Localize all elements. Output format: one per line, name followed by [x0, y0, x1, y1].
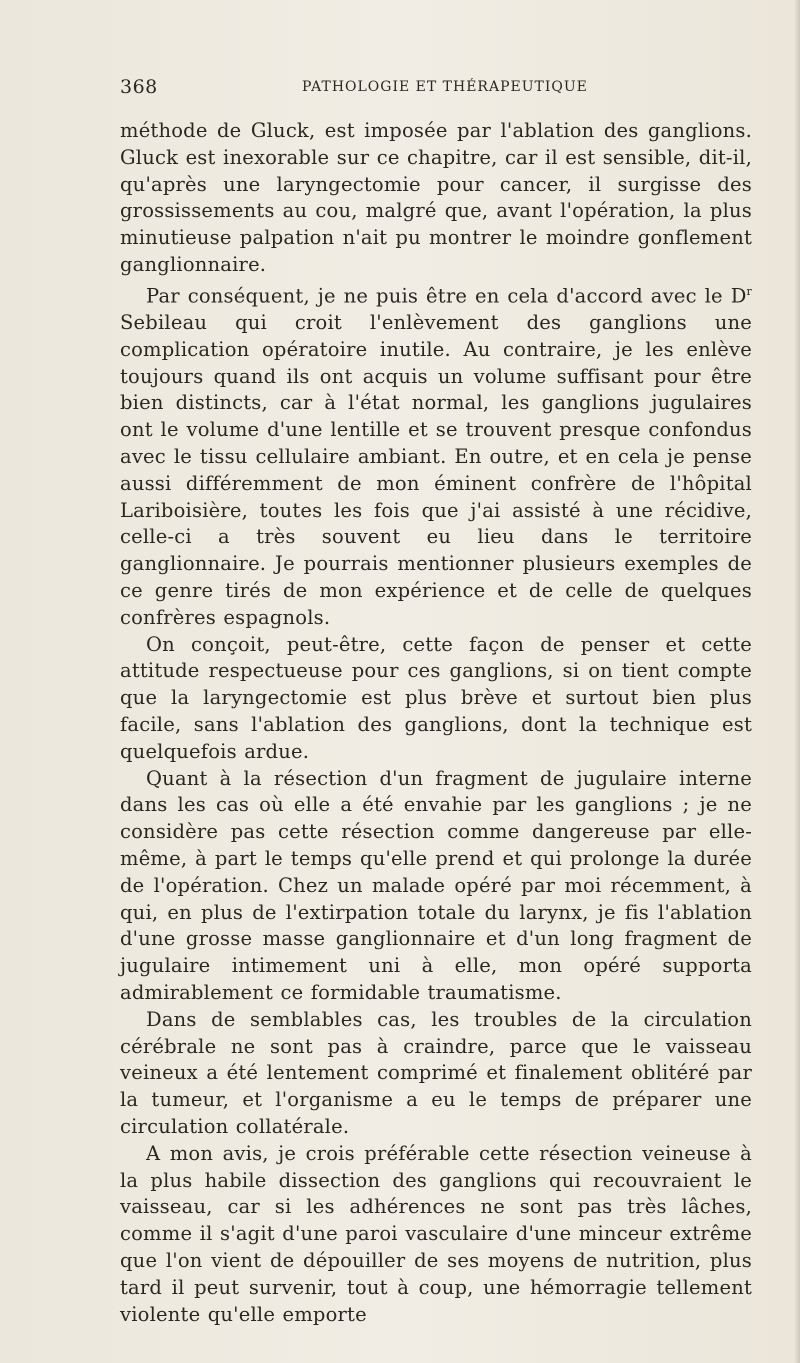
body-text [120, 118, 752, 1328]
page-header [120, 76, 750, 106]
paragraph-lead: Par conséquent, je ne puis être en cela d'accord avec le D [146, 284, 747, 308]
paragraph [120, 279, 752, 632]
paragraph: A mon avis, je crois préférable cette résection veineuse à la plus habile dissection des ganglions qui recouvraient le vaisseau, car si les adhérences ne sont pas très lâches, comme il s'agit d'une paroi vasculaire d'une minceur extrême que l'on vient de dépouiller de ses moyens de nutrition, plus tard il peut survenir, tout à coup, une hémorragie tellement violente qu'elle emporte [120, 1141, 752, 1326]
superscript: r [746, 284, 752, 298]
running-title: PATHOLOGIE ET THÉRAPEUTIQUE [302, 79, 588, 95]
paragraph: On conçoit, peut-être, cette façon de penser et cette attitude respectueuse pour ces ganglions, si on tient compte que la laryngectomie est plus brève et surtout bien plus facile, sans l'ablation des ganglions, dont la technique est quelquefois ardue. [120, 632, 752, 763]
paragraph: méthode de Gluck, est imposée par l'ablation des ganglions. Gluck est inexorable sur ce chapitre, car il est sensible, dit-il, qu'après une laryngectomie pour cancer, il surgisse des grossissements au cou, malgré que, avant l'opération, la plus minutieuse palpation n'ait pu montrer le moindre gonflement ganglionnaire. [120, 119, 752, 276]
paragraph: Quant à la résection d'un fragment de jugulaire interne dans les cas où elle a été envahie par les ganglions ; je ne considère pas cette résection comme dangereuse par elle-même, à part le temps qu'elle prend et qui prolonge la durée de l'opération. Chez un malade opéré par moi récemment, à qui, en plus de l'extirpation totale du larynx, je fis l'ablation d'une grosse masse ganglionnaire et d'un long fragment de jugulaire intimement uni à elle, mon opéré supporta admirablement ce formidable traumatisme. [120, 766, 752, 1004]
paragraph-rest: Sebileau qui croit l'enlèvement des ganglions une complication opératoire inutile. Au contraire, je les enlève toujours quand ils ont acquis un volume suffisant pour être bien distincts, car à l'état normal, les ganglions jugulaires ont le volume d'une lentille et se trouvent presque confondus avec le tissu cellulaire ambiant. En outre, et en cela je pense aussi différemment de mon éminent confrère de l'hôpital Lariboisière, toutes les fois que j'ai assisté à une récidive, celle-ci a très souvent eu lieu dans le territoire ganglionnaire. Je pourrais mentionner plusieurs exemples de ce genre tirés de mon expérience et de celle de quelques confrères espagnols. [120, 311, 752, 629]
page-number: 368 [120, 76, 158, 98]
paragraph: Dans de semblables cas, les troubles de la circulation cérébrale ne sont pas à craindre, parce que le vaisseau veineux a été lentement comprimé et finalement oblitéré par la tumeur, et l'organisme a eu le temps de préparer une circulation collatérale. [120, 1007, 752, 1138]
